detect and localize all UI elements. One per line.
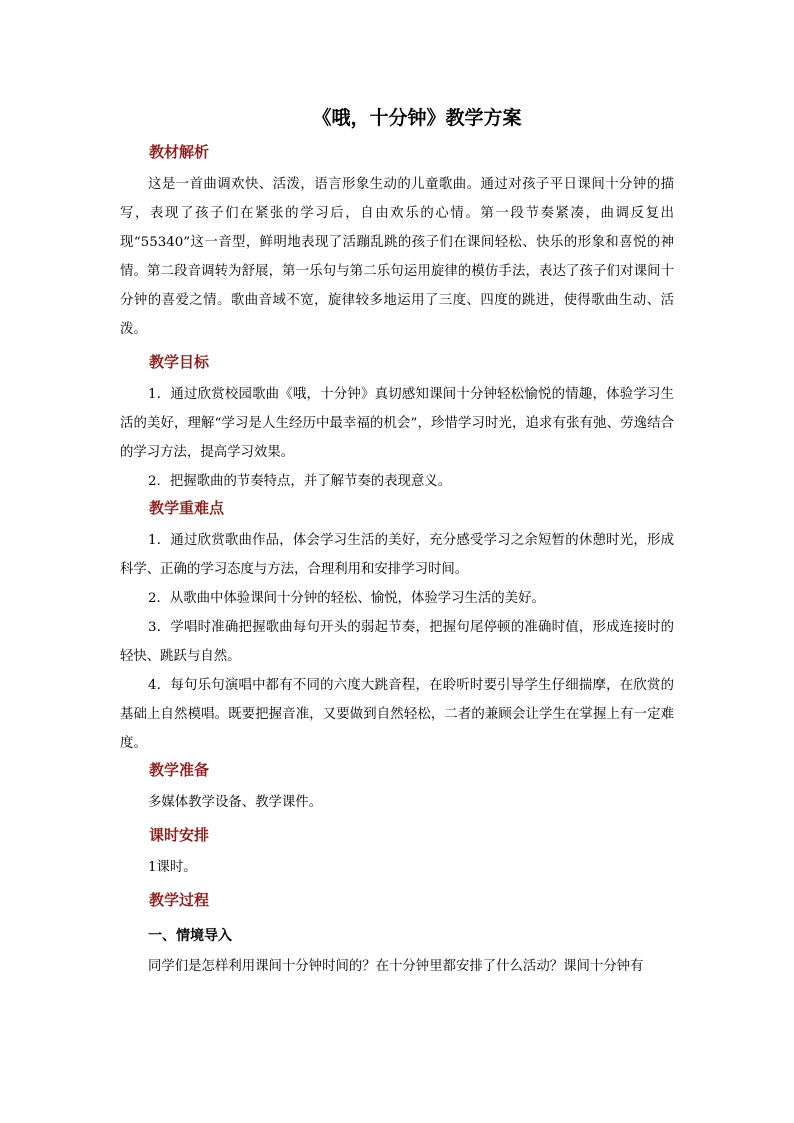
section-heading-goals: 教学目标 xyxy=(149,353,210,371)
process-subheading: 一、情境导入 xyxy=(148,928,232,944)
keypoint-item: 4．每句乐句演唱中都有不同的六度大跳音程，在聆听时要引导学生仔细揣摩，在欣赏的基础上自然模唱。既要把握音准，又要做到自然轻松，二者的兼顾会让学生在掌握上有一定难度。 xyxy=(120,678,674,751)
analysis-paragraph: 这是一首曲调欢快、活泼，语言形象生动的儿童歌曲。通过对孩子平日课间十分钟的描写，表现了孩子们在紧张的学习后，自由欢乐的心情。第一段节奏紧凑，曲调反复出现“55340”这一音型，鲜明地表现了活蹦乱跳的孩子们在课间轻松、快乐的形象和喜悦的神情。第二段音调转为舒展，第一乐句与第二乐句运用旋律的模仿手法，表达了孩子们对课间十分钟的喜爱之情。歌曲音域不宽，旋律较多地运用了三度、四度的跳进，使得歌曲生动、活泼。 xyxy=(120,177,674,337)
keypoint-item: 1．通过欣赏歌曲作品，体会学习生活的美好，充分感受学习之余短暂的休憩时光，形成科学、正确的学习态度与方法，合理利用和安排学习时间。 xyxy=(120,533,674,577)
keypoint-item: 3．学唱时准确把握歌曲每句开头的弱起节奏，把握句尾停顿的准确时值，形成连接时的轻快、跳跃与自然。 xyxy=(120,620,674,664)
section-heading-keypoints: 教学重难点 xyxy=(149,499,225,517)
section-heading-process: 教学过程 xyxy=(149,891,210,909)
keypoint-item: 2．从歌曲中体验课间十分钟的轻松、愉悦，体验学习生活的美好。 xyxy=(148,591,545,606)
goal-item: 1．通过欣赏校园歌曲《哦，十分钟》真切感知课间十分钟轻松愉悦的情趣，体验学习生活的美好，理解“学习是人生经历中最幸福的机会”，珍惜学习时光，追求有张有弛、劳逸结合的学习方法，提高学习效果。 xyxy=(120,387,674,460)
schedule-paragraph: 1课时。 xyxy=(148,860,197,875)
preparation-paragraph: 多媒体教学设备、教学课件。 xyxy=(148,795,323,810)
process-paragraph: 同学们是怎样利用课间十分钟时间的？在十分钟里都安排了什么活动？课间十分钟有 xyxy=(148,959,644,974)
section-heading-schedule: 课时安排 xyxy=(149,826,210,844)
goal-item: 2．把握歌曲的节奏特点，并了解节奏的表现意义。 xyxy=(148,474,452,489)
document-page xyxy=(120,96,674,981)
section-heading-preparation: 教学准备 xyxy=(149,761,210,779)
section-heading-analysis: 教材解析 xyxy=(149,143,210,161)
document-title: 《哦，十分钟》教学方案 xyxy=(312,107,522,129)
